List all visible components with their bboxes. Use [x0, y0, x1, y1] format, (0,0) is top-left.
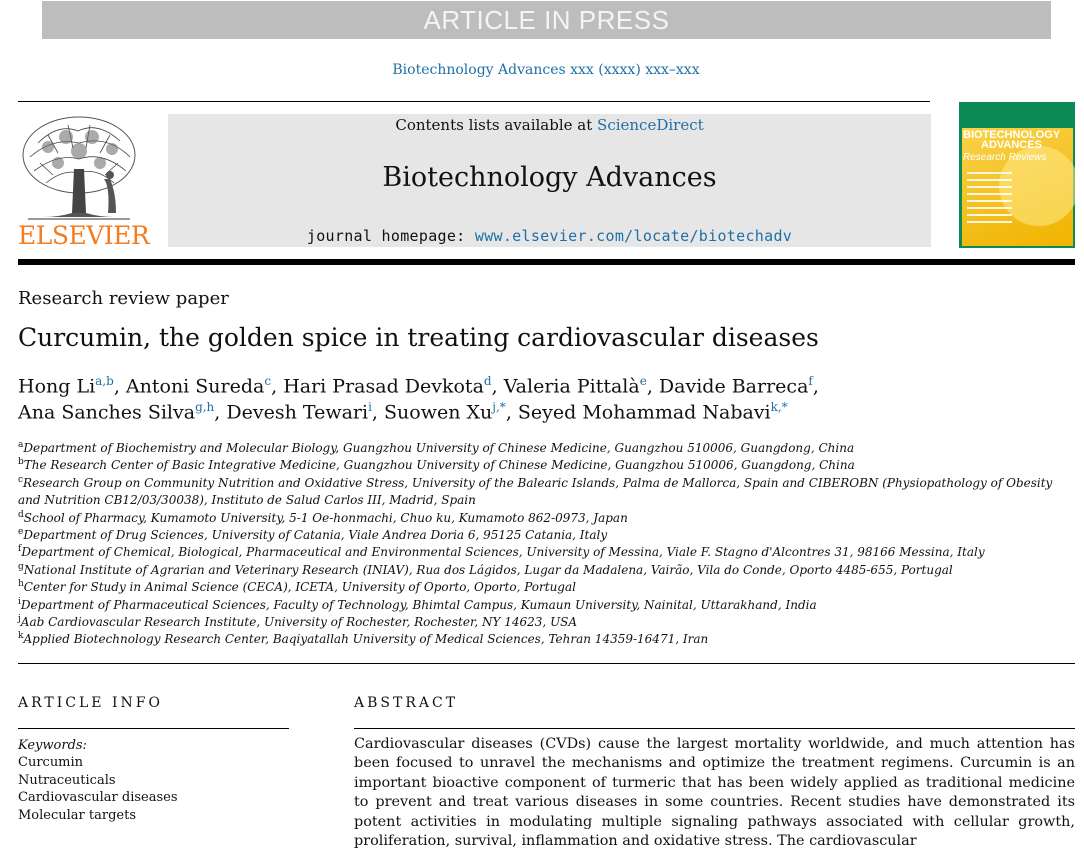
journal-cover-image — [959, 102, 1075, 248]
affiliation-item — [18, 524, 1078, 541]
authors-line-1 — [18, 374, 819, 397]
affiliation-marker: h — [18, 579, 24, 590]
affiliation-item — [18, 472, 1078, 489]
author-affiliation-marker[interactable]: g,h — [195, 400, 215, 414]
cover-title — [963, 130, 1060, 150]
affiliation-item — [18, 541, 1078, 558]
author-name[interactable]: Devesh Tewari — [226, 401, 369, 424]
journal-homepage-line — [168, 227, 931, 245]
author-name[interactable]: Antoni Sureda — [125, 375, 265, 398]
author-separator: , — [371, 401, 385, 424]
affiliations-list — [18, 437, 1078, 646]
contents-prefix: Contents lists available at — [395, 116, 598, 134]
affiliation-text: Department of Drug Sciences, University of Catania, Viale Andrea Doria 6, 95125 Catania, Italy — [23, 527, 608, 542]
affiliation-item — [18, 437, 1078, 454]
affiliation-marker: j — [18, 613, 21, 624]
cover-text-lines — [967, 172, 1012, 228]
keyword-item[interactable]: Cardiovascular diseases — [18, 790, 178, 806]
author-separator: , — [214, 401, 227, 424]
affiliation-item — [18, 489, 1078, 506]
affiliation-text: The Research Center of Basic Integrative Medicine, Guangzhou University of Chinese Medicine, Guangzhou 510006, Guangdong, China — [23, 458, 855, 473]
elsevier-logo — [18, 113, 150, 250]
affiliation-marker: a — [18, 440, 24, 450]
cover-title-line2: ADVANCES — [981, 139, 1042, 151]
affiliation-item — [18, 507, 1078, 524]
affiliation-text: Research Group on Community Nutrition and Oxidative Stress, University of the Balearic Islands, Palma de Mallorca, Spain and CIBEROBN (Physiopathology of Obesity — [23, 475, 1053, 490]
affiliation-marker: f — [18, 544, 22, 555]
author-name[interactable]: Seyed Mohammad Nabavi — [517, 401, 771, 424]
elsevier-wordmark: ELSEVIER — [18, 221, 150, 250]
affiliation-text: Aab Cardiovascular Research Institute, University of Rochester, Rochester, NY 14623, USA — [20, 614, 578, 629]
author-affiliation-marker[interactable]: k,* — [770, 400, 788, 414]
keyword-item[interactable]: Curcumin — [18, 755, 84, 771]
author-name[interactable]: Davide Barreca — [658, 375, 809, 398]
cover-title-line1: BIOTECHNOLOGY — [963, 129, 1061, 141]
author-affiliation-marker[interactable]: d — [483, 374, 492, 388]
homepage-prefix: journal homepage: — [306, 227, 475, 245]
author-name[interactable]: Hari Prasad Devkota — [283, 375, 484, 398]
keyword-item[interactable]: Nutraceuticals — [18, 772, 116, 788]
affiliation-text: National Institute of Agrarian and Veterinary Research (INIAV), Rua dos Lágidos, Lugar da Madalena, Vairão, Vila do Conde, Oporto 4485-655, Portugal — [23, 562, 953, 577]
affiliation-text: Applied Biotechnology Research Center, Baqiyatallah University of Medical Sciences, Tehran 14359-16471, Iran — [23, 632, 709, 647]
author-affiliation-marker[interactable]: c — [264, 374, 272, 388]
author-separator: , — [113, 375, 126, 398]
affiliation-text: Center for Study in Animal Science (CECA), ICETA, University of Oporto, Oporto, Portugal — [23, 580, 576, 595]
abstract-heading: ABSTRACT — [354, 695, 459, 711]
author-affiliation-marker[interactable]: i — [368, 400, 372, 414]
contents-line — [168, 116, 931, 134]
keywords-list — [18, 737, 178, 824]
author-separator: , — [491, 375, 504, 398]
article-info-heading: ARTICLE INFO — [18, 695, 163, 711]
abstract-text: Cardiovascular diseases (CVDs) cause the largest mortality worldwide, and much attention has been focused to unravel the mechanisms and optimize the treatment regimens. Curcumin is an important bioactive component of turmeric that has been widely applied as traditional medicine to prevent and treat various diseases in some countries. Recent studies have demonstrated its potent activities in modulating multiple signaling pathways associated with cellular growth, proliferation, survival, inflammation and oxidative stress. The cardiovascular — [354, 736, 1075, 850]
affiliation-marker: g — [18, 561, 24, 572]
author-separator: , — [646, 375, 659, 398]
elsevier-tree-icon — [18, 113, 140, 221]
article-in-press-banner: ARTICLE IN PRESS — [42, 1, 1051, 39]
author-name[interactable]: Ana Sanches Silva — [18, 401, 196, 424]
affiliation-marker: d — [18, 509, 24, 520]
affiliation-marker: b — [18, 457, 24, 468]
masthead-rule — [18, 259, 1075, 265]
affiliation-text: Department of Pharmaceutical Sciences, Faculty of Technology, Bhimtal Campus, Kumaun University, Nainital, Uttarakhand, India — [20, 597, 817, 612]
author-name[interactable]: Hong Li — [18, 375, 96, 398]
affiliation-marker: i — [18, 596, 21, 607]
affiliation-text: Department of Chemical, Biological, Pharmaceutical and Environmental Sciences, University of Messina, Viale F. Stagno d'Alcontres 31, 98166 Messina, Italy — [21, 545, 985, 560]
author-name[interactable]: Valeria Pittalà — [503, 375, 640, 398]
article-title: Curcumin, the golden spice in treating cardiovascular diseases — [18, 323, 819, 352]
header-rule — [18, 101, 930, 102]
article-info-rule — [18, 728, 289, 729]
author-separator: , — [505, 401, 518, 424]
journal-masthead — [168, 114, 931, 247]
paper-type: Research review paper — [18, 288, 229, 309]
affiliation-text: Department of Biochemistry and Molecular Biology, Guangzhou University of Chinese Medicine, Guangzhou 510006, Guangdong, China — [23, 441, 855, 455]
affiliation-marker: c — [18, 474, 24, 485]
affiliation-text: School of Pharmacy, Kumamoto University, 5-1 Oe-honmachi, Chuo ku, Kumamoto 862-0973, Japan — [23, 510, 628, 525]
affiliation-item — [18, 576, 1078, 593]
author-affiliation-marker[interactable]: j,* — [492, 400, 506, 414]
cover-subtitle: Research Reviews — [963, 152, 1047, 163]
affiliation-item — [18, 559, 1078, 576]
abstract-rule — [354, 728, 1075, 729]
keyword-item[interactable]: Molecular targets — [18, 807, 136, 823]
keywords-label: Keywords: — [18, 738, 87, 753]
affiliation-item — [18, 594, 1078, 611]
author-affiliation-marker[interactable]: e — [639, 374, 647, 388]
author-affiliation-marker[interactable]: a,b — [95, 374, 114, 388]
affiliation-item — [18, 611, 1078, 628]
authors-line-2 — [18, 400, 788, 423]
affiliation-text: and Nutrition CB12/03/30038), Instituto de Salud Carlos III, Madrid, Spain — [18, 493, 476, 508]
author-name[interactable]: Suowen Xu — [384, 401, 493, 424]
affiliations-rule — [18, 663, 1075, 664]
journal-name: Biotechnology Advances — [382, 162, 717, 193]
author-separator: , — [812, 375, 819, 398]
author-affiliation-marker[interactable]: f — [808, 374, 813, 388]
affiliation-item — [18, 454, 1078, 471]
author-separator: , — [271, 375, 284, 398]
affiliation-marker: k — [18, 631, 24, 642]
journal-citation-link[interactable]: Biotechnology Advances xxx (xxxx) xxx–xxx — [392, 62, 700, 78]
affiliation-marker: e — [18, 526, 24, 537]
affiliation-item — [18, 628, 1078, 645]
sciencedirect-link[interactable]: ScienceDirect — [597, 116, 704, 134]
journal-homepage-link[interactable]: www.elsevier.com/locate/biotechadv — [474, 227, 793, 245]
